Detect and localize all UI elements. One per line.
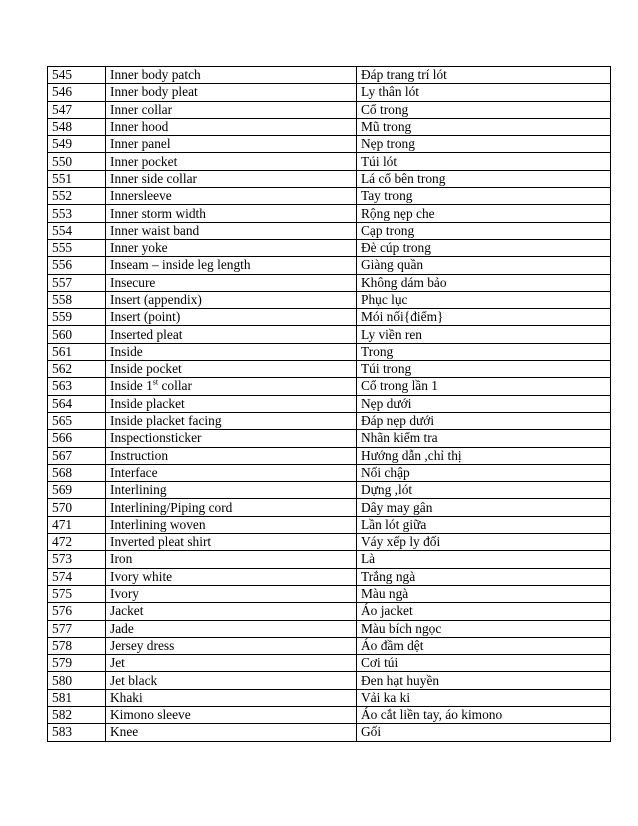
- table-row: [48, 534, 611, 551]
- english-term: Jacket: [106, 603, 357, 620]
- english-term: Insert (point): [106, 309, 357, 326]
- english-term: Inside placket facing: [106, 412, 357, 429]
- vietnamese-term: Trong: [357, 343, 611, 360]
- entry-number: 573: [48, 551, 106, 568]
- table-row: [48, 291, 611, 308]
- vietnamese-term: Trắng ngà: [357, 568, 611, 585]
- vietnamese-term: Cổ trong: [357, 101, 611, 118]
- table-row: [48, 430, 611, 447]
- entry-number: 551: [48, 170, 106, 187]
- english-term: Jade: [106, 620, 357, 637]
- entry-number: 472: [48, 534, 106, 551]
- entry-number: 556: [48, 257, 106, 274]
- vietnamese-term: Áo jacket: [357, 603, 611, 620]
- english-term: Interlining: [106, 482, 357, 499]
- english-term: Inner waist band: [106, 222, 357, 239]
- vietnamese-term: Vải ka ki: [357, 689, 611, 706]
- entry-number: 566: [48, 430, 106, 447]
- table-row: [48, 620, 611, 637]
- table-row: [48, 170, 611, 187]
- table-row: [48, 188, 611, 205]
- english-term: Inner pocket: [106, 153, 357, 170]
- entry-number: 565: [48, 412, 106, 429]
- entry-number: 547: [48, 101, 106, 118]
- english-term: Innersleeve: [106, 188, 357, 205]
- english-term: Inner storm width: [106, 205, 357, 222]
- table-row: [48, 239, 611, 256]
- vietnamese-term: Là: [357, 551, 611, 568]
- table-row: [48, 568, 611, 585]
- vietnamese-term: Màu ngà: [357, 585, 611, 602]
- vietnamese-term: Đè cúp trong: [357, 239, 611, 256]
- vietnamese-term: Gối: [357, 724, 611, 741]
- english-term: Inner hood: [106, 118, 357, 135]
- entry-number: 553: [48, 205, 106, 222]
- vietnamese-term: Dây may gân: [357, 499, 611, 516]
- entry-number: 550: [48, 153, 106, 170]
- vietnamese-term: Váy xếp ly đối: [357, 534, 611, 551]
- vietnamese-term: Ly thân lót: [357, 84, 611, 101]
- vietnamese-term: Màu bích ngọc: [357, 620, 611, 637]
- english-term: Interlining/Piping cord: [106, 499, 357, 516]
- english-term: Inner body patch: [106, 67, 357, 84]
- english-term: Inner yoke: [106, 239, 357, 256]
- english-term: [106, 378, 357, 395]
- table-row: [48, 361, 611, 378]
- entry-number: 471: [48, 516, 106, 533]
- entry-number: 567: [48, 447, 106, 464]
- entry-number: 558: [48, 291, 106, 308]
- table-row: [48, 309, 611, 326]
- english-term: Insert (appendix): [106, 291, 357, 308]
- entry-number: 574: [48, 568, 106, 585]
- entry-number: 581: [48, 689, 106, 706]
- vietnamese-term: Nẹp dưới: [357, 395, 611, 412]
- entry-number: 570: [48, 499, 106, 516]
- english-term: Jet black: [106, 672, 357, 689]
- entry-number: 546: [48, 84, 106, 101]
- table-row: [48, 274, 611, 291]
- table-row: [48, 84, 611, 101]
- term-part: Inside 1: [110, 378, 153, 394]
- table-row: [48, 551, 611, 568]
- english-term: Inspectionsticker: [106, 430, 357, 447]
- vietnamese-term: Không dám bảo: [357, 274, 611, 291]
- entry-number: 583: [48, 724, 106, 741]
- vietnamese-term: Ly viền ren: [357, 326, 611, 343]
- vietnamese-term: Mũ trong: [357, 118, 611, 135]
- entry-number: 559: [48, 309, 106, 326]
- entry-number: 555: [48, 239, 106, 256]
- table-row: [48, 464, 611, 481]
- english-term: Inserted pleat: [106, 326, 357, 343]
- entry-number: 557: [48, 274, 106, 291]
- ordinal-suffix: st: [152, 378, 159, 388]
- table-row: [48, 499, 611, 516]
- english-term: Knee: [106, 724, 357, 741]
- vietnamese-term: Cạp trong: [357, 222, 611, 239]
- table-row: [48, 637, 611, 654]
- english-term: Inner collar: [106, 101, 357, 118]
- table-row: [48, 343, 611, 360]
- english-term: Inner panel: [106, 136, 357, 153]
- vietnamese-term: Tay trong: [357, 188, 611, 205]
- vietnamese-term: Nẹp trong: [357, 136, 611, 153]
- table-row: [48, 585, 611, 602]
- english-term: Inverted pleat shirt: [106, 534, 357, 551]
- english-term: Inside placket: [106, 395, 357, 412]
- vietnamese-term: Lần lót giữa: [357, 516, 611, 533]
- vietnamese-term: Hướng dẫn ,chỉ thị: [357, 447, 611, 464]
- entry-number: 554: [48, 222, 106, 239]
- entry-number: 582: [48, 706, 106, 723]
- table-row: [48, 153, 611, 170]
- table-row: [48, 412, 611, 429]
- english-term: Inner side collar: [106, 170, 357, 187]
- table-row: [48, 516, 611, 533]
- entry-number: 552: [48, 188, 106, 205]
- entry-number: 578: [48, 637, 106, 654]
- vietnamese-term: Mói nối{điểm}: [357, 309, 611, 326]
- vietnamese-term: Lá cổ bên trong: [357, 170, 611, 187]
- vietnamese-term: Đen hạt huyền: [357, 672, 611, 689]
- english-term: Ivory: [106, 585, 357, 602]
- english-term: Inseam – inside leg length: [106, 257, 357, 274]
- entry-number: 563: [48, 378, 106, 395]
- entry-number: 548: [48, 118, 106, 135]
- entry-number: 549: [48, 136, 106, 153]
- table-row: [48, 706, 611, 723]
- table-row: [48, 603, 611, 620]
- vietnamese-term: Cơi túi: [357, 655, 611, 672]
- english-term: Inside: [106, 343, 357, 360]
- vietnamese-term: Áo đầm dệt: [357, 637, 611, 654]
- english-term: Inner body pleat: [106, 84, 357, 101]
- vietnamese-term: Nối chập: [357, 464, 611, 481]
- english-term: Insecure: [106, 274, 357, 291]
- vietnamese-term: Đáp trang trí lót: [357, 67, 611, 84]
- english-term: Ivory white: [106, 568, 357, 585]
- english-term: Interface: [106, 464, 357, 481]
- english-term: Jersey dress: [106, 637, 357, 654]
- english-term: Instruction: [106, 447, 357, 464]
- table-row: [48, 447, 611, 464]
- entry-number: 560: [48, 326, 106, 343]
- vietnamese-term: Túi trong: [357, 361, 611, 378]
- table-row: [48, 655, 611, 672]
- vietnamese-term: Dựng ,lót: [357, 482, 611, 499]
- table-row: [48, 378, 611, 395]
- vietnamese-term: Túi lót: [357, 153, 611, 170]
- entry-number: 561: [48, 343, 106, 360]
- glossary-table: [47, 66, 611, 742]
- entry-number: 576: [48, 603, 106, 620]
- table-row: [48, 724, 611, 741]
- table-row: [48, 689, 611, 706]
- entry-number: 575: [48, 585, 106, 602]
- glossary-body: [48, 67, 611, 742]
- entry-number: 580: [48, 672, 106, 689]
- vietnamese-term: Giàng quần: [357, 257, 611, 274]
- english-term: Interlining woven: [106, 516, 357, 533]
- table-row: [48, 67, 611, 84]
- english-term: Kimono sleeve: [106, 706, 357, 723]
- entry-number: 562: [48, 361, 106, 378]
- table-row: [48, 395, 611, 412]
- vietnamese-term: Đáp nẹp dưới: [357, 412, 611, 429]
- vietnamese-term: Rộng nẹp che: [357, 205, 611, 222]
- table-row: [48, 205, 611, 222]
- table-row: [48, 482, 611, 499]
- table-row: [48, 101, 611, 118]
- table-row: [48, 257, 611, 274]
- entry-number: 568: [48, 464, 106, 481]
- table-row: [48, 136, 611, 153]
- vietnamese-term: Nhãn kiểm tra: [357, 430, 611, 447]
- table-row: [48, 672, 611, 689]
- entry-number: 577: [48, 620, 106, 637]
- entry-number: 545: [48, 67, 106, 84]
- table-row: [48, 222, 611, 239]
- english-term: Iron: [106, 551, 357, 568]
- english-term: Khaki: [106, 689, 357, 706]
- entry-number: 579: [48, 655, 106, 672]
- vietnamese-term: Phục lục: [357, 291, 611, 308]
- entry-number: 564: [48, 395, 106, 412]
- vietnamese-term: Áo cắt liền tay, áo kimono: [357, 706, 611, 723]
- table-row: [48, 326, 611, 343]
- term-part: collar: [158, 378, 192, 394]
- vietnamese-term: Cổ trong lần 1: [357, 378, 611, 395]
- table-row: [48, 118, 611, 135]
- entry-number: 569: [48, 482, 106, 499]
- english-term: Inside pocket: [106, 361, 357, 378]
- english-term: Jet: [106, 655, 357, 672]
